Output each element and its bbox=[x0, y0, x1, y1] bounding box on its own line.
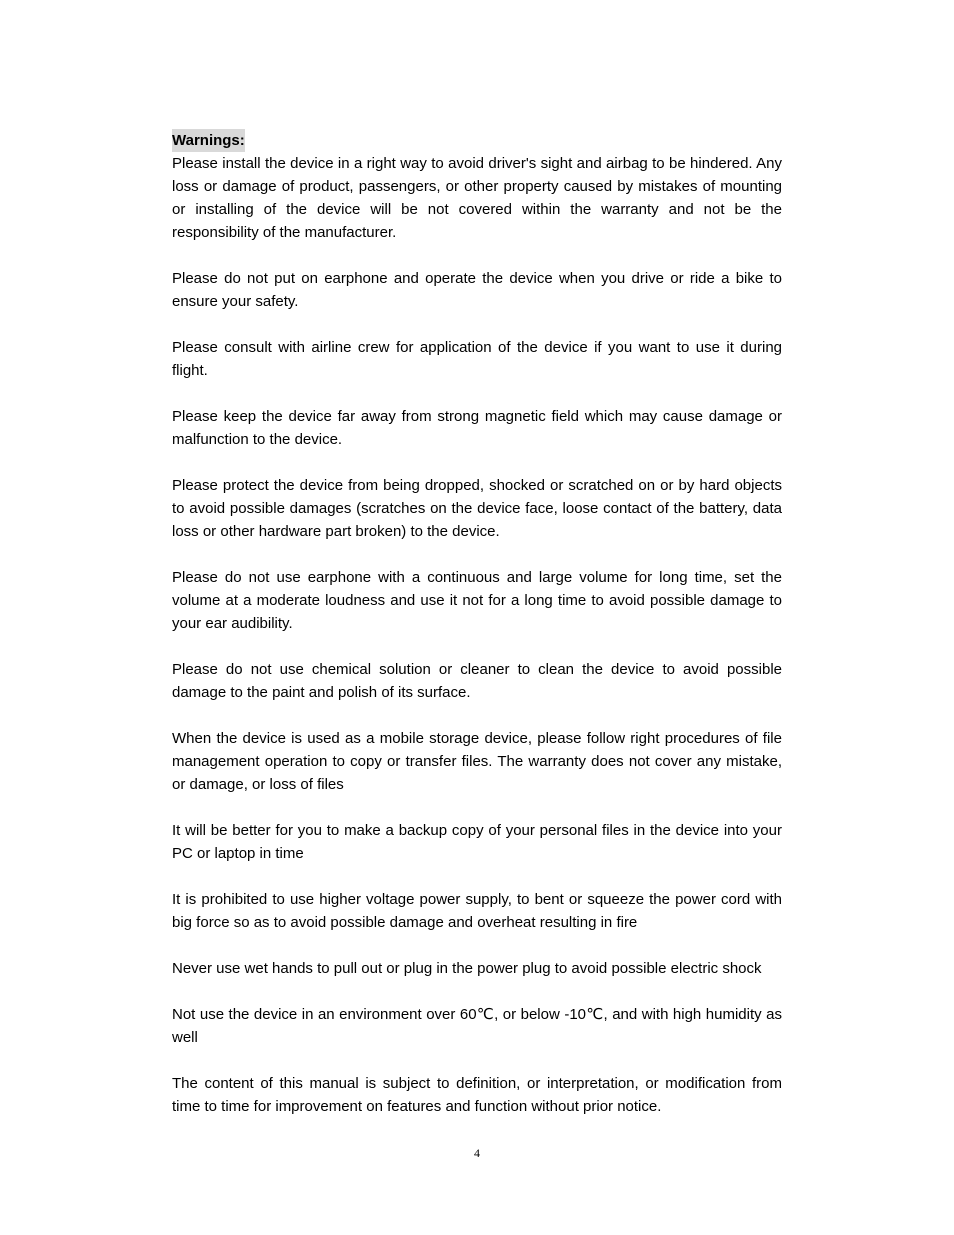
warnings-heading: Warnings: bbox=[172, 129, 245, 152]
warning-paragraph-manual-content: The content of this manual is subject to definition, or interpretation, or modification from time to time for improvement on features and function without prior notice. bbox=[172, 1075, 782, 1115]
warning-paragraph-physical-damage: Please protect the device from being dropped, shocked or scratched on or by hard objects to avoid possible damages (scratches on the device face, loose contact of the battery, data loss or other hardware part broken) to the device. bbox=[172, 477, 782, 540]
warning-paragraph-volume: Please do not use earphone with a continuous and large volume for long time, set the volume at a moderate loudness and use it not for a long time to avoid possible damage to your ear audibility. bbox=[172, 569, 782, 632]
warning-paragraph-temperature: Not use the device in an environment over 60℃, or below -10℃, and with high humidity as well bbox=[172, 1006, 782, 1046]
warning-paragraph-power-supply: It is prohibited to use higher voltage power supply, to bent or squeeze the power cord with big force so as to avoid possible damage and overheat resulting in fire bbox=[172, 891, 782, 931]
document-body bbox=[172, 129, 782, 1118]
warning-paragraph-earphone-driving: Please do not put on earphone and operate the device when you drive or ride a bike to ensure your safety. bbox=[172, 270, 782, 310]
page-number: 4 bbox=[474, 1146, 480, 1160]
warning-paragraph-flight: Please consult with airline crew for application of the device if you want to use it during flight. bbox=[172, 339, 782, 379]
warning-paragraph-backup: It will be better for you to make a backup copy of your personal files in the device into your PC or laptop in time bbox=[172, 822, 782, 862]
warnings-heading-line bbox=[172, 129, 782, 152]
warning-paragraph-installation: Please install the device in a right way to avoid driver's sight and airbag to be hindered. Any loss or damage of product, passengers, or other property caused by mistakes of mounting or installing of the device will be not covered within the warranty and not be the responsibility of the manufacturer. bbox=[172, 155, 782, 241]
warning-paragraph-chemical-cleaner: Please do not use chemical solution or cleaner to clean the device to avoid possible damage to the paint and polish of its surface. bbox=[172, 661, 782, 701]
warning-paragraph-file-management: When the device is used as a mobile storage device, please follow right procedures of file management operation to copy or transfer files. The warranty does not cover any mistake, or damage, or loss of files bbox=[172, 730, 782, 793]
warning-paragraph-wet-hands: Never use wet hands to pull out or plug in the power plug to avoid possible electric shock bbox=[172, 960, 762, 977]
warning-paragraph-magnetic-field: Please keep the device far away from strong magnetic field which may cause damage or malfunction to the device. bbox=[172, 408, 782, 448]
